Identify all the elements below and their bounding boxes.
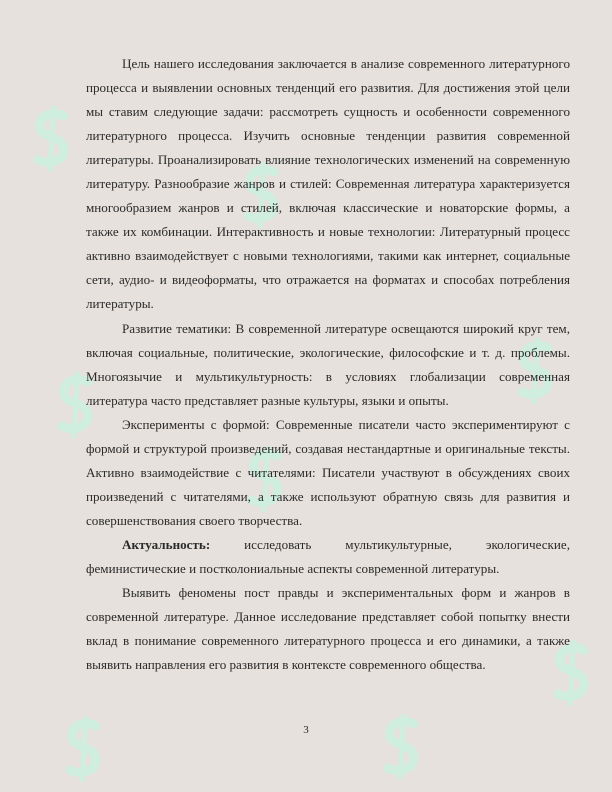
- paragraph-text: Выявить феномены пост правды и экспериментальных форм и жанров в современной литературе. Данное исследование представляет собой попытку внести вклад в понимание современного литературного процесса и его динамики, а также выявить направления его развития в контексте современного общества.: [86, 585, 570, 673]
- paragraph-goal: [86, 52, 570, 317]
- paragraph-themes: [86, 317, 570, 413]
- paragraph-text: Эксперименты с формой: Современные писатели часто экспериментируют с формой и структурой произведений, создавая нестандартные и оригинальные тексты. Активно взаимодействие с читателями: Писатели участвуют в обсуждениях своих произведений с читателями, а также используют обратную связь для развития и совершенствования своего творчества.: [86, 416, 570, 528]
- paragraph-text: исследовать мультикультурные, экологические, феминистические и постколониальные аспекты современной литературы.: [86, 536, 570, 576]
- paragraph-text: Развитие тематики: В современной литературе освещаются широкий круг тем, включая социальные, политические, экологические, философские и т. д. проблемы. Многоязычие и мультикультурность: в условиях глобализации современная литература часто представляет разные культуры, языки и опыты.: [86, 320, 570, 408]
- watermark-icon: [28, 106, 76, 172]
- paragraph-post-truth: [86, 581, 570, 677]
- paragraph-lead-relevance: Актуальность:: [122, 536, 211, 552]
- page-number: 3: [303, 724, 309, 736]
- body-text: [86, 52, 570, 677]
- paragraph-form-experiments: [86, 413, 570, 533]
- paragraph-relevance: [86, 533, 570, 581]
- paragraph-text: Цель нашего исследования заключается в анализе современного литературного процесса и выявлении основных тенденций его развития. Для достижения этой цели мы ставим следующие задачи: рассмотреть сущность и особенности современного литературного процесса. Изучить основные тенденции развития современной литературы. Проанализировать влияние технологических изменений на современную литературу. Разнообразие жанров и стилей: Современная литература характеризуется многообразием жанров и стилей, включая классические и новаторские формы, а также их комбинации. Интерактивность и новые технологии: Литературный процесс активно взаимодействует с новыми технологиями, такими как интернет, социальные сети, аудио- и видеоформаты, что отражается на форматах и способах потребления литературы.: [86, 56, 570, 312]
